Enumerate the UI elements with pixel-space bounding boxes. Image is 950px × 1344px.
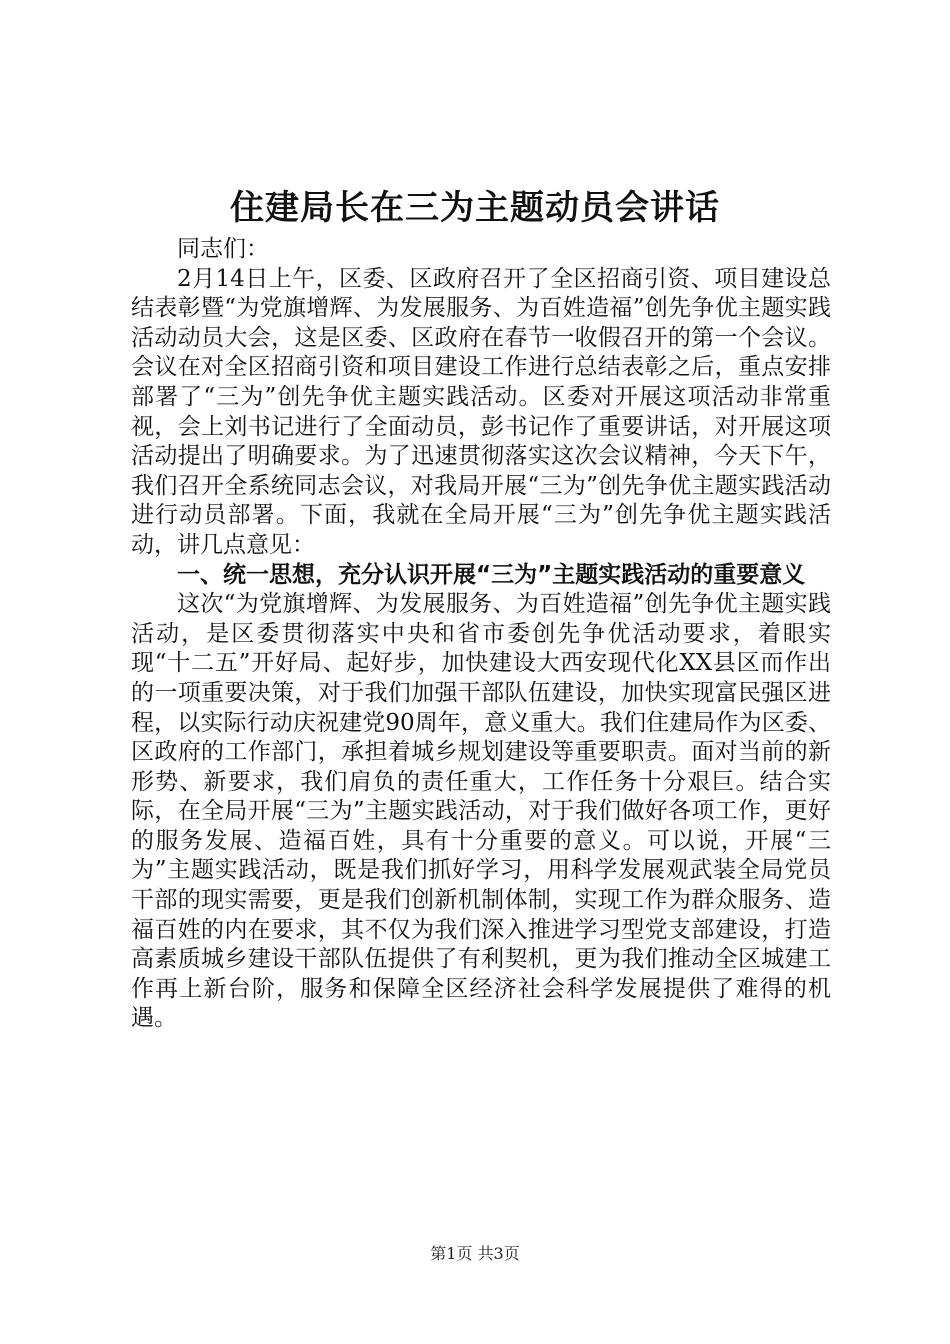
page-number-footer: 第1页 共3页: [430, 1244, 520, 1263]
section-heading: 一、统一思想，充分认识开展“三为”主题实践活动的重要意义: [177, 561, 806, 588]
paragraph-intro: 2月14日上午，区委、区政府召开了全区招商引资、项目建设总结表彰暨“为党旗增辉、为发展服务、为百姓造福”创先争优主题实践活动动员大会，这是区委、区政府在春节一收假召开的第一个会议。会议在对全区招商引资和项目建设工作进行总结表彰之后，重点安排部署了“三为”创先争优主题实践活动。区委对开展这项活动非常重视，会上刘书记进行了全面动员，彭书记作了重要讲话，对开展这项活动提出了明确要求。为了迅速贯彻落实这次会议精神，今天下午，我们召开全系统同志会议，对我局开展“三为”创先争优主题实践活动进行动员部署。下面，我就在全局开展“三为”创先争优主题实践活动，讲几点意见：: [131, 265, 831, 558]
document-body: [131, 235, 831, 1034]
document-title: 住建局长在三为主题动员会讲话: [230, 188, 720, 228]
paragraph-significance: 这次“为党旗增辉、为发展服务、为百姓造福”创先争优主题实践活动，是区委贯彻落实中央和省市委创先争优活动要求，着眼实现“十二五”开好局、起好步，加快建设大西安现代化XX县区而作出的一项重要决策，对于我们加强干部队伍建设，加快实现富民强区进程，以实际行动庆祝建党90周年，意义重大。我们住建局作为区委、区政府的工作部门，承担着城乡规划建设等重要职责。面对当前的新形势、新要求，我们肩负的责任重大，工作任务十分艰巨。结合实际，在全局开展“三为”主题实践活动，对于我们做好各项工作，更好的服务发展、造福百姓，具有十分重要的意义。可以说，开展“三为”主题实践活动，既是我们抓好学习，用科学发展观武装全局党员干部的现实需要，更是我们创新机制体制，实现工作为群众服务、造福百姓的内在要求，其不仅为我们深入推进学习型党支部建设，打造高素质城乡建设干部队伍提供了有利契机，更为我们推动全区城建工作再上新台阶，服务和保障全区经济社会科学发展提供了难得的机遇。: [131, 591, 831, 1032]
salutation: 同志们：: [177, 236, 269, 262]
